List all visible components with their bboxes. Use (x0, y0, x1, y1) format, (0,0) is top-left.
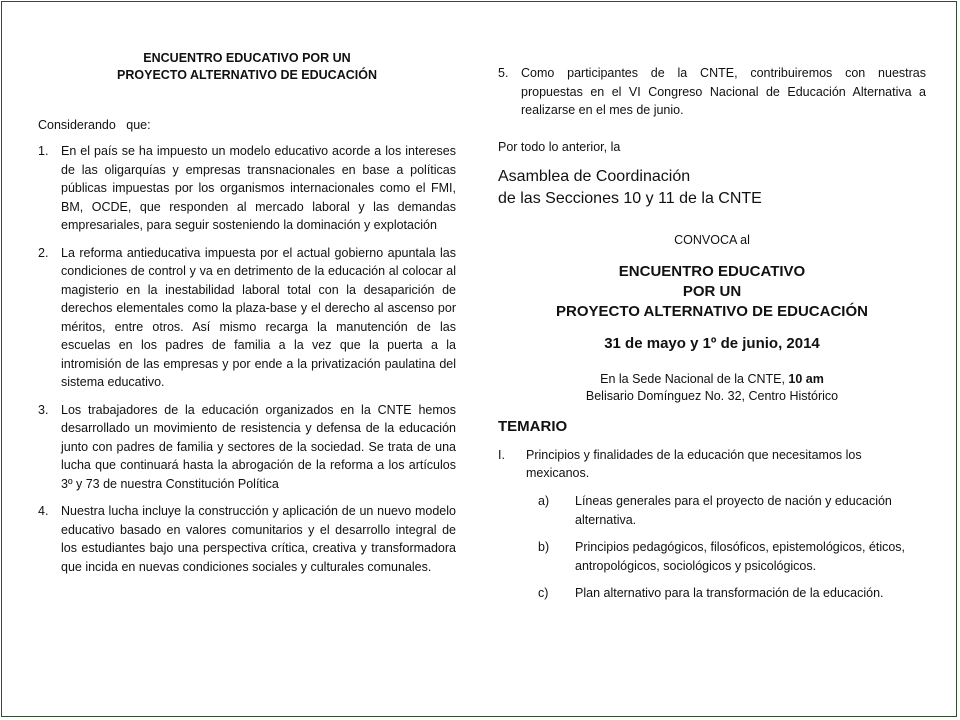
list-item (498, 64, 926, 120)
list-item (538, 584, 918, 603)
venue-time: 10 am (788, 372, 824, 386)
item-number: 3. (38, 402, 49, 417)
temario-item (498, 446, 926, 482)
venue-prefix: En la Sede Nacional de la CNTE, (600, 372, 789, 386)
event-title-line-3: PROYECTO ALTERNATIVO DE EDUCACIÓN (556, 303, 868, 320)
item-text: Plan alternativo para la transformación de la educación. (575, 586, 884, 600)
title-line-2: PROYECTO ALTERNATIVO DE EDUCACIÓN (117, 68, 377, 82)
item-number: 1. (38, 144, 49, 158)
item-number: 4. (38, 504, 49, 518)
title-line-1: ENCUENTRO EDUCATIVO POR UN (143, 51, 351, 65)
item-number: 5. (498, 66, 509, 80)
convoca-label: CONVOCA al (674, 233, 750, 247)
item-text: Líneas generales para el proyecto de nación y educación alternativa. (575, 494, 892, 527)
asamblea-heading (498, 166, 762, 210)
list-item (38, 502, 456, 576)
list-item (538, 538, 918, 575)
considerations-list (38, 142, 456, 585)
venue-line-2: Belisario Domínguez No. 32, Centro Histórico (585, 389, 839, 403)
asamblea-line-1: Asamblea de Coordinación (498, 168, 691, 185)
item-letter: b) (538, 540, 550, 554)
item-letter: a) (538, 494, 550, 508)
item-text: En el país se ha impuesto un modelo educativo acorde a los intereses de las oligarquías y empresas transnacionales en base a políticas públicas impuestas por los organismos internacionales como el FMI, BM, OCDE, que responden al mercado laboral y las demandas empresariales, para seguir sosteniendo la dominación y explotación (61, 144, 456, 232)
event-title-line-2: POR UN (682, 283, 742, 300)
event-title-line-1: ENCUENTRO EDUCATIVO (618, 263, 806, 280)
item-text: La reforma antieducativa impuesta por el actual gobierno apuntala las condiciones de control y va en detrimento de la educación al colocar al magisterio en la inestabilidad laboral total con la desaparición de derechos elementales como la plaza-base y el derecho al ascenso por méritos, entre otros. Así mismo recarga la manutención de las escuelas en los padres de familia a la vez que la puerta a la intromisión de las empresas y por ende a la privatización paulatina del sistema educativo. (61, 245, 456, 389)
asamblea-line-2: de las Secciones 10 y 11 de la CNTE (498, 190, 762, 207)
item-text: Los trabajadores de la educación organizados en la CNTE hemos desarrollado un movimiento de resistencia y defensa de la educación junto con padres de familia y sectores de la sociedad. Se trata de una lucha que continuará hasta la abrogación de la reforma a los artículos 3º y 73 de nuestra Constitución Política (61, 402, 456, 491)
event-date: 31 de mayo y 1º de junio, 2014 (604, 335, 820, 352)
item-text: Principios y finalidades de la educación que necesitamos los mexicanos. (526, 448, 862, 480)
venue-line-1 (498, 371, 926, 388)
item-letter: c) (538, 586, 549, 600)
item-text: Como participantes de la CNTE, contribuiremos con nuestras propuestas en el VI Congreso Nacional de Educación Alternativa a realizarse en el mes de junio. (521, 66, 926, 117)
temario-subitems (538, 492, 918, 612)
item-number: 2. (38, 245, 49, 260)
event-venue (498, 371, 926, 405)
temario-heading: TEMARIO (498, 418, 568, 435)
list-item (38, 244, 456, 392)
page-frame (1, 1, 957, 717)
list-item (38, 401, 456, 494)
item-number: I. (498, 448, 505, 462)
list-item (38, 142, 456, 235)
considerando-label: Considerando que: (38, 118, 151, 132)
item-text: Principios pedagógicos, filosóficos, epistemológicos, éticos, antropológicos, sociológicos y psicológicos. (575, 540, 906, 573)
por-todo-text: Por todo lo anterior, la (498, 140, 621, 154)
event-title (498, 262, 926, 322)
list-item (538, 492, 918, 529)
item-text: Nuestra lucha incluye la construcción y aplicación de un nuevo modelo educativo basado en valores comunitarios y el desarrollo integral de los estudiantes bajo una perspectiva crítica, creativa y transformadora que incida en nuevas condiciones sociales y culturales comunales. (61, 504, 456, 574)
document-title (38, 50, 456, 84)
